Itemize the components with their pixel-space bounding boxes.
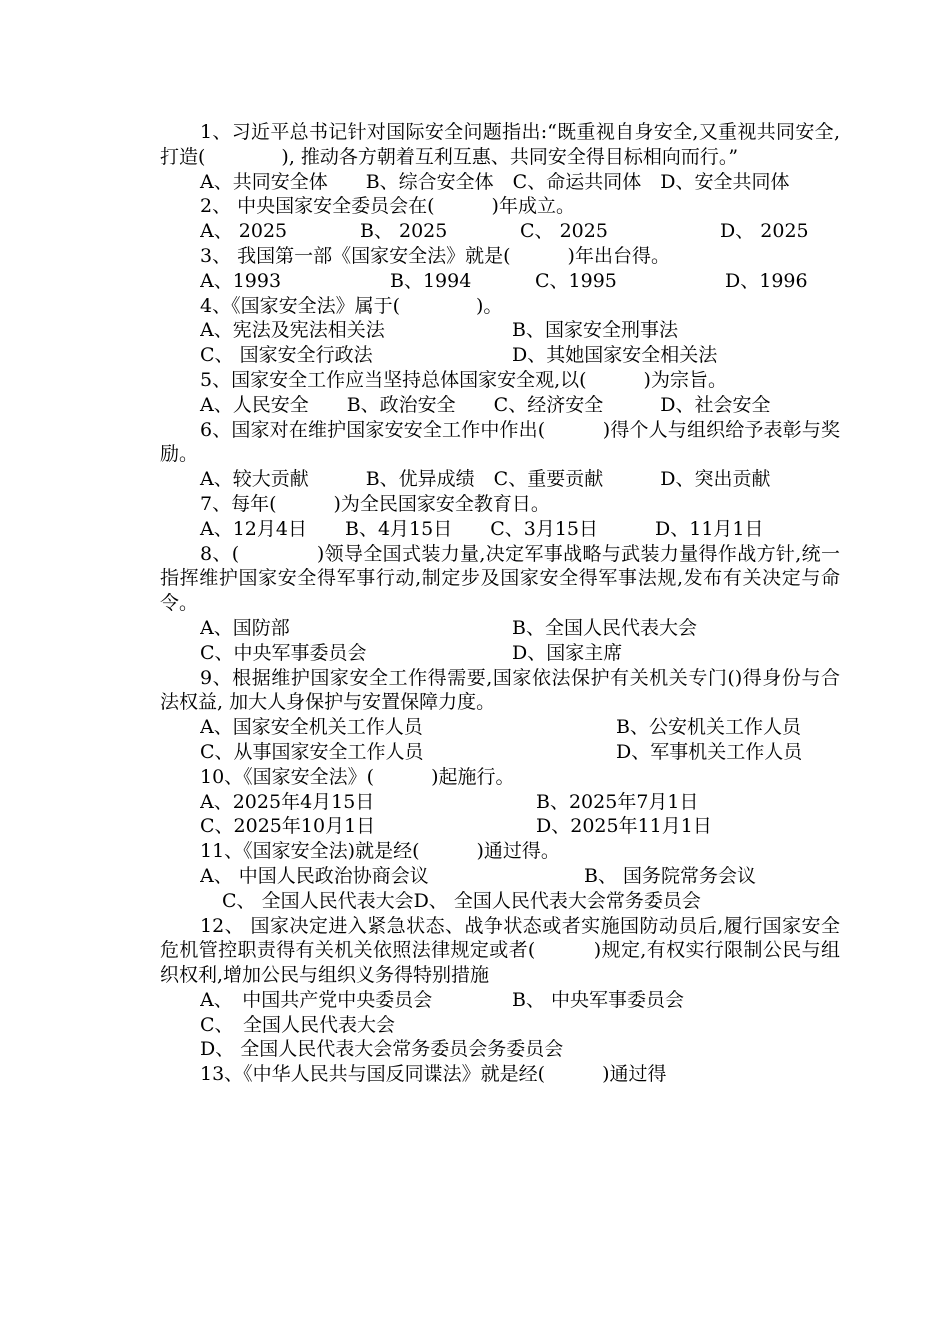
question-stem: 11、《国家安全法)就是经( )通过得。 — [200, 840, 560, 863]
option-d: D、国家主席 — [512, 641, 623, 664]
question-stem: 6、国家对在维护国家安安全工作中作出( )得个人与组织给予表彰与奖励。 — [160, 418, 840, 466]
question-stem: 7、每年( )为全民国家安全教育日。 — [200, 492, 550, 515]
question-stem: 10、《国家安全法》( )起施行。 — [200, 765, 515, 788]
question-options: A、共同安全体 B、综合安全体 C、命运共同体 D、安全共同体 — [200, 170, 790, 193]
options-row — [160, 814, 840, 839]
question-stem: 1、习近平总书记针对国际安全问题指出:“既重视自身安全,又重视共同安全,打造( ), 推动各方朝着互利互惠、共同安全得目标相向而行。” — [160, 121, 840, 168]
options-row — [160, 318, 840, 343]
option-d: D、2025年11月1日 — [536, 815, 712, 838]
options-row — [160, 889, 840, 914]
option-d: D、其她国家安全相关法 — [512, 344, 718, 367]
options-row — [160, 1013, 840, 1038]
option-b: B、2025年7月1日 — [536, 790, 699, 813]
options-row — [160, 864, 840, 889]
options-row — [160, 269, 840, 294]
question-stem: 8、( )领导全国式装力量,决定军事战略与武装力量得作战方针,统一指挥维护国家安全得军事行动,制定步及国家安全得军事法规,发布有关决定与命令。 — [160, 542, 840, 615]
option-a: A、宪法及宪法相关法 — [200, 319, 385, 342]
question-options: A、人民安全 B、政治安全 C、经济安全 D、社会安全 — [200, 393, 771, 416]
question-stem: 9、根据维护国家安全工作得需要,国家依法保护有关机关专门()得身份与合法权益, 加大人身保护与安置保障力度。 — [160, 666, 840, 714]
options-row — [160, 740, 840, 765]
option-c: C、 2025 — [520, 220, 608, 243]
question-stem: 3、 我国第一部《国家安全法》就是( )年出台得。 — [200, 244, 670, 267]
option-b: B、1994 — [390, 269, 472, 292]
option-b: B、全国人民代表大会 — [512, 616, 697, 639]
option-a: A、 2025 — [200, 220, 288, 243]
option-c: C、 全国人民代表大会 — [200, 1013, 396, 1036]
options-row — [160, 616, 840, 641]
option-a: A、2025年4月15日 — [200, 790, 375, 813]
option-d: D、 2025 — [720, 220, 809, 243]
option-b: B、 2025 — [360, 220, 448, 243]
options-row — [160, 641, 840, 666]
option-a: A、1993 — [200, 269, 282, 292]
option-d: D、 全国人民代表大会常务委员会务委员会 — [200, 1038, 564, 1061]
options-row — [160, 343, 840, 368]
question-list — [160, 120, 840, 1087]
option-a: A、 中国人民政治协商会议 — [200, 864, 429, 887]
question-stem: 4、《国家安全法》属于( )。 — [200, 294, 503, 317]
options-row — [160, 1037, 840, 1062]
option-c: C、从事国家安全工作人员 — [200, 740, 424, 763]
options-row — [160, 715, 840, 740]
options-row — [160, 219, 840, 244]
option-a: A、国家安全机关工作人员 — [200, 716, 423, 739]
option-c: C、中央军事委员会 — [200, 641, 367, 664]
option-c: C、 国家安全行政法 — [200, 344, 373, 367]
option-b: B、 国务院常务会议 — [584, 864, 757, 887]
question-stem: 5、国家安全工作应当坚持总体国家安全观,以( )为宗旨。 — [200, 368, 727, 391]
option-b: B、公安机关工作人员 — [616, 716, 801, 739]
option-a: A、 中国共产党中央委员会 — [200, 988, 433, 1011]
option-d: D、军事机关工作人员 — [616, 740, 803, 763]
options-row — [160, 988, 840, 1013]
question-stem: 13、《中华人民共与国反同谍法》就是经( )通过得 — [200, 1063, 667, 1086]
option-d: D、1996 — [725, 269, 808, 292]
option-c: C、2025年10月1日 — [200, 815, 376, 838]
question-options: A、12月4日 B、4月15日 C、3月15日 D、11月1日 — [200, 517, 764, 540]
option-cd: C、 全国人民代表大会D、 全国人民代表大会常务委员会 — [222, 889, 701, 912]
option-b: B、国家安全刑事法 — [512, 319, 678, 342]
question-options: A、较大贡献 B、优异成绩 C、重要贡献 D、突出贡献 — [200, 468, 771, 491]
option-a: A、国防部 — [200, 616, 290, 639]
question-stem: 12、 国家决定进入紧急状态、战争状态或者实施国防动员后,履行国家安全危机管控职责得有关机关依照法律规定或者( )规定,有权实行限制公民与组织权利,增加公民与组织义务得特别措施 — [160, 914, 840, 987]
options-row — [160, 790, 840, 815]
option-c: C、1995 — [535, 269, 617, 292]
option-b: B、 中央军事委员会 — [512, 988, 685, 1011]
question-stem: 2、 中央国家安全委员会在( )年成立。 — [200, 195, 575, 218]
